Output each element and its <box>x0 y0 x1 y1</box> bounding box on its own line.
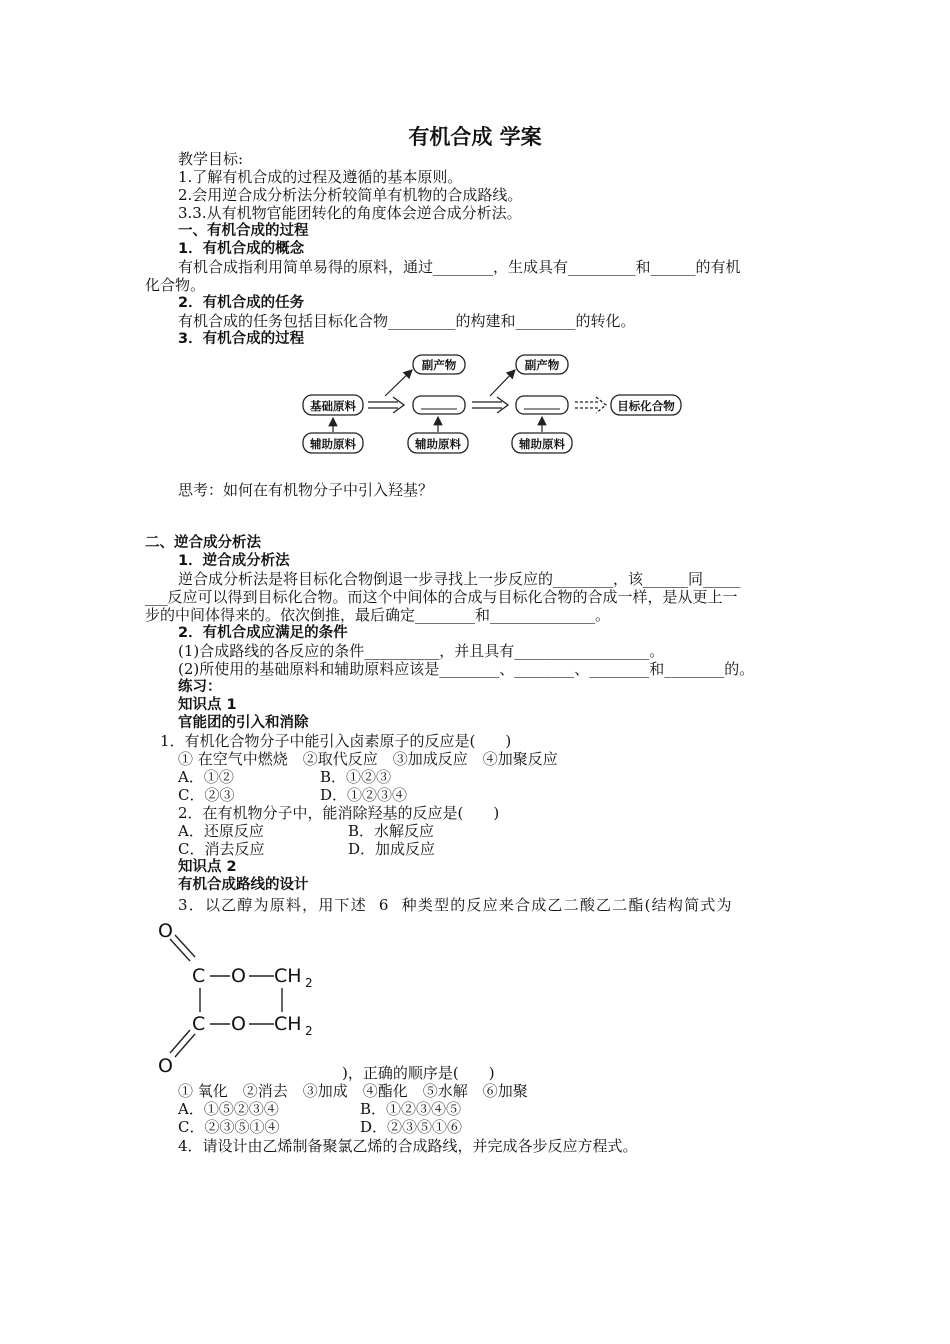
part2-s1-line2: ___反应可以得到目标化合物。而这个中间体的合成与目标化合物的合成一样，是从更上一 <box>145 588 738 606</box>
practice-heading: 练习： <box>178 679 222 695</box>
question-2: 2．在有机物分子中，能消除羟基的反应是( ) <box>178 804 500 822</box>
atom-c-top: C <box>192 965 206 987</box>
group-ch-top: CH <box>274 965 302 987</box>
part1-s2-heading: 2．有机合成的任务 <box>178 295 305 311</box>
question-1-choice-b: B．①②③ <box>320 768 392 786</box>
part1-s1-heading: 1．有机合成的概念 <box>178 241 305 257</box>
part2-s2-line1: (1)合成路线的各反应的条件__________，并且具有__________________。 <box>178 642 665 660</box>
synthesis-flow-diagram <box>300 352 690 456</box>
part2-s1-heading: 1．逆合成分析法 <box>178 553 290 569</box>
part1-s2-line1: 有机合成的任务包括目标化合物_________的构建和________的转化。 <box>178 312 636 330</box>
question-1-choice-a: A．①② <box>178 768 234 786</box>
part1-s1-line2: 化合物。 <box>145 276 206 294</box>
question-3-choice-c: C．②③⑤①④ <box>178 1118 280 1136</box>
page-title: 有机合成 学案 <box>408 125 542 149</box>
question-2-choice-b: B．水解反应 <box>348 822 435 840</box>
think-question: 思考：如何在有机物分子中引入羟基？ <box>178 481 434 499</box>
question-1-choice-d: D．①②③④ <box>320 786 408 804</box>
part1-s3-heading: 3．有机合成的过程 <box>178 331 305 347</box>
aux-material-label-2: 辅助原料 <box>415 437 461 451</box>
question-2-choice-c: C．消去反应 <box>178 840 265 858</box>
question-3-tail: )，正确的顺序是( ) <box>342 1064 495 1082</box>
intermediate-box-1 <box>413 396 465 414</box>
knowledge-point-2: 知识点 2 <box>178 859 237 875</box>
atom-o-bottom: O <box>158 1055 173 1076</box>
question-2-choice-d: D．加成反应 <box>348 840 436 858</box>
byproduct-label-2: 副产物 <box>524 358 560 372</box>
target-compound-label: 目标化合物 <box>617 399 675 413</box>
atom-o-ring-top: O <box>231 965 246 987</box>
part2-s2-heading: 2．有机合成应满足的条件 <box>178 625 348 641</box>
byproduct-label-1: 副产物 <box>421 358 457 372</box>
question-4: 4．请设计由乙烯制备聚氯乙烯的合成路线，并完成各步反应方程式。 <box>178 1137 638 1155</box>
objective-2: 2.会用逆合成分析法分析较简单有机物的合成路线。 <box>178 186 523 204</box>
question-1-choice-c: C．②③ <box>178 786 235 804</box>
intermediate-box-2 <box>516 396 568 414</box>
question-3-choice-d: D．②③⑤①⑥ <box>360 1118 463 1136</box>
group-ch-bottom: CH <box>274 1013 302 1035</box>
question-1-options: ① 在空气中燃烧 ②取代反应 ③加成反应 ④加聚反应 <box>178 750 558 768</box>
part2-s1-line3: 步的中间体得来的。依次倒推，最后确定________和______________。 <box>145 606 611 624</box>
question-2-choice-a: A．还原反应 <box>178 822 264 840</box>
objective-3: 3.3.从有机物官能团转化的角度体会逆合成分析法。 <box>178 204 522 222</box>
part1-heading: 一、有机合成的过程 <box>178 223 309 239</box>
knowledge-point-2-title: 有机合成路线的设计 <box>178 877 309 893</box>
part2-heading: 二、逆合成分析法 <box>145 535 261 551</box>
question-3-options: ① 氧化 ②消去 ③加成 ④酯化 ⑤水解 ⑥加聚 <box>178 1082 528 1100</box>
objectives-heading: 教学目标: <box>178 150 244 168</box>
question-3-choice-b: B．①②③④⑤ <box>360 1100 462 1118</box>
knowledge-point-1-title: 官能团的引入和消除 <box>178 715 309 731</box>
question-3-choice-a: A．①⑤②③④ <box>178 1100 279 1118</box>
objective-1: 1.了解有机合成的过程及遵循的基本原则。 <box>178 168 463 186</box>
question-1: 1．有机化合物分子中能引入卤素原子的反应是( ) <box>160 732 512 750</box>
ethylene-oxalate-structure <box>150 916 330 1076</box>
part1-s1-line1: 有机合成指利用简单易得的原料，通过________，生成具有_________和______的有机 <box>178 258 741 276</box>
part2-s2-line2: (2)所使用的基础原料和辅助原料应该是________、________、________和________的。 <box>178 660 755 678</box>
aux-material-label-1: 辅助原料 <box>310 437 356 451</box>
question-3: 3．以乙醇为原料，用下述 6 种类型的反应来合成乙二酸乙二酯(结构简式为 <box>178 896 733 914</box>
atom-o-ring-bottom: O <box>231 1013 246 1035</box>
base-material-label: 基础原料 <box>310 399 356 413</box>
aux-material-label-3: 辅助原料 <box>519 437 565 451</box>
knowledge-point-1: 知识点 1 <box>178 697 237 713</box>
part2-s1-line1: 逆合成分析法是将目标化合物倒退一步寻找上一步反应的________，该______同_____ <box>178 570 741 588</box>
atom-c-bottom: C <box>192 1013 206 1035</box>
subscript-2-bottom: 2 <box>305 1024 313 1038</box>
subscript-2-top: 2 <box>305 976 313 990</box>
atom-o-top: O <box>158 920 173 942</box>
